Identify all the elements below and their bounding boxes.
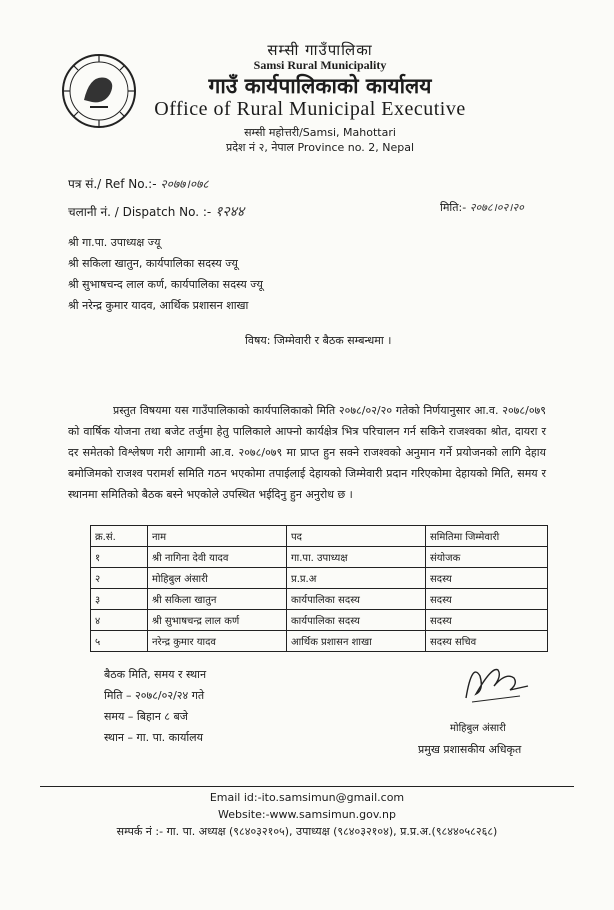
table-cell: नरेन्द्र कुमार यादव xyxy=(148,631,287,652)
recipient-line: श्री सकिला खातुन, कार्यपालिका सदस्य ज्यू xyxy=(68,257,238,270)
signatory-title: प्रमुख प्रशासकीय अधिकृत xyxy=(418,743,522,756)
table-cell: ४ xyxy=(91,610,148,631)
meeting-place: स्थान – गा. पा. कार्यालय xyxy=(104,731,204,744)
table-cell: सदस्य xyxy=(426,568,548,589)
footer-email: Email id:-ito.samsimun@gmail.com xyxy=(209,791,405,804)
signature-icon xyxy=(458,656,538,706)
table-cell: श्री नागिना देवी यादव xyxy=(148,547,287,568)
footer-website: Website:-www.samsimun.gov.np xyxy=(218,808,396,821)
signatory-name: मोहिबुल अंसारी xyxy=(450,723,506,734)
dispatch-label: चलानी नं. / Dispatch No. :- xyxy=(68,205,212,219)
table-cell: सदस्य xyxy=(426,610,548,631)
table-cell: श्री सुभाषचन्द्र लाल कर्ण xyxy=(148,610,287,631)
table-cell: संयोजक xyxy=(426,547,548,568)
letter-body xyxy=(68,400,546,505)
table-cell: श्री सकिला खातुन xyxy=(148,589,287,610)
table-cell: कार्यपालिका सदस्य xyxy=(287,610,426,631)
meeting-date: मिति – २०७८/०२/२४ गते xyxy=(104,689,205,702)
header-office-english: Office of Rural Municipal Executive xyxy=(154,98,466,120)
table-row xyxy=(91,547,548,568)
table-cell: ३ xyxy=(91,589,148,610)
dispatch-number xyxy=(68,202,244,221)
date-label: मिति:- xyxy=(440,201,467,214)
ref-label: पत्र सं./ Ref No.:- xyxy=(68,177,157,191)
header-line-english-name: Samsi Rural Municipality xyxy=(253,58,387,72)
table-cell: ५ xyxy=(91,631,148,652)
table-cell: २ xyxy=(91,568,148,589)
footer-divider xyxy=(40,786,574,787)
column-header: समितिमा जिम्मेवारी xyxy=(426,526,548,547)
committee-table xyxy=(90,525,548,652)
table-cell: सदस्य xyxy=(426,589,548,610)
column-header: क्र.सं. xyxy=(91,526,148,547)
table-cell: सदस्य सचिव xyxy=(426,631,548,652)
municipality-seal-icon xyxy=(60,52,138,130)
letter-date xyxy=(440,200,524,215)
column-header: नाम xyxy=(148,526,287,547)
table-row xyxy=(91,610,548,631)
dispatch-value: १२४४ xyxy=(215,205,245,220)
header-line-nepali-name: सम्सी गाउँपालिका xyxy=(267,41,373,59)
header-province: प्रदेश नं २, नेपाल Province no. 2, Nepal xyxy=(225,141,415,154)
table-cell: मोहिबुल अंसारी xyxy=(148,568,287,589)
footer-contact: सम्पर्क नं :- गा. पा. अध्यक्ष (९८४०३२१०५), उपाध्यक्ष (९८४०३२१०४), प्र.प्र.अ.(९८४४०५८२६८) xyxy=(116,825,498,838)
table-cell: आर्थिक प्रशासन शाखा xyxy=(287,631,426,652)
body-paragraph: प्रस्तुत विषयमा यस गाउँपालिकाको कार्यपालिकाको मिति २०७८/०२/२० गतेको निर्णयानुसार आ.व. २०७८/०७९ को वार्षिक योजना तथा बजेट तर्जुमा हेतु पालिकाले आफ्नो कार्यक्षेत्र भित्र परिचालन गर्न सकिने राजश्वका श्रोत, दायरा र दर समेतको विश्लेषण गरी आगामी आ.व. २०७८/०७९ मा प्राप्त हुन सक्ने राजश्वको अनुमान गर्ने प्रयोजनको लागि देहाय बमोजिमको राजश्व परामर्श समिति गठन भएकोमा तपाईलाई देहायको जिम्मेवारी प्रदान गरिएकोमा देहायको मिति, समय र स्थानमा समितिको बैठक बस्ने भएकोले उपस्थित भईदिनु हुन अनुरोध छ । xyxy=(68,404,546,501)
meeting-heading: बैठक मिति, समय र स्थान xyxy=(104,668,207,681)
table-cell: कार्यपालिका सदस्य xyxy=(287,589,426,610)
recipient-line: श्री नरेन्द्र कुमार यादव, आर्थिक प्रशासन शाखा xyxy=(68,299,249,312)
recipient-line: श्री गा.पा. उपाध्यक्ष ज्यू xyxy=(68,236,161,249)
date-value: २०७८।०२।२० xyxy=(469,202,524,214)
recipient-line: श्री सुभाषचन्द लाल कर्ण, कार्यपालिका सदस्य ज्यू xyxy=(68,278,263,291)
table-cell: गा.पा. उपाध्यक्ष xyxy=(287,547,426,568)
meeting-time: समय – बिहान ८ बजे xyxy=(104,710,188,723)
table-header-row xyxy=(91,526,548,547)
table-row xyxy=(91,568,548,589)
table-row xyxy=(91,631,548,652)
ref-number xyxy=(68,175,209,192)
table-cell: १ xyxy=(91,547,148,568)
header-address: सम्सी महोत्तरी/Samsi, Mahottari xyxy=(244,126,396,139)
header-office-nepali: गाउँ कार्यपालिकाको कार्यालय xyxy=(208,74,432,98)
table-row xyxy=(91,589,548,610)
subject-line: विषय: जिम्मेवारी र बैठक सम्बन्धमा । xyxy=(245,334,392,347)
table-cell: प्र.प्र.अ xyxy=(287,568,426,589)
column-header: पद xyxy=(287,526,426,547)
ref-value: २०७७।०७८ xyxy=(160,177,209,191)
